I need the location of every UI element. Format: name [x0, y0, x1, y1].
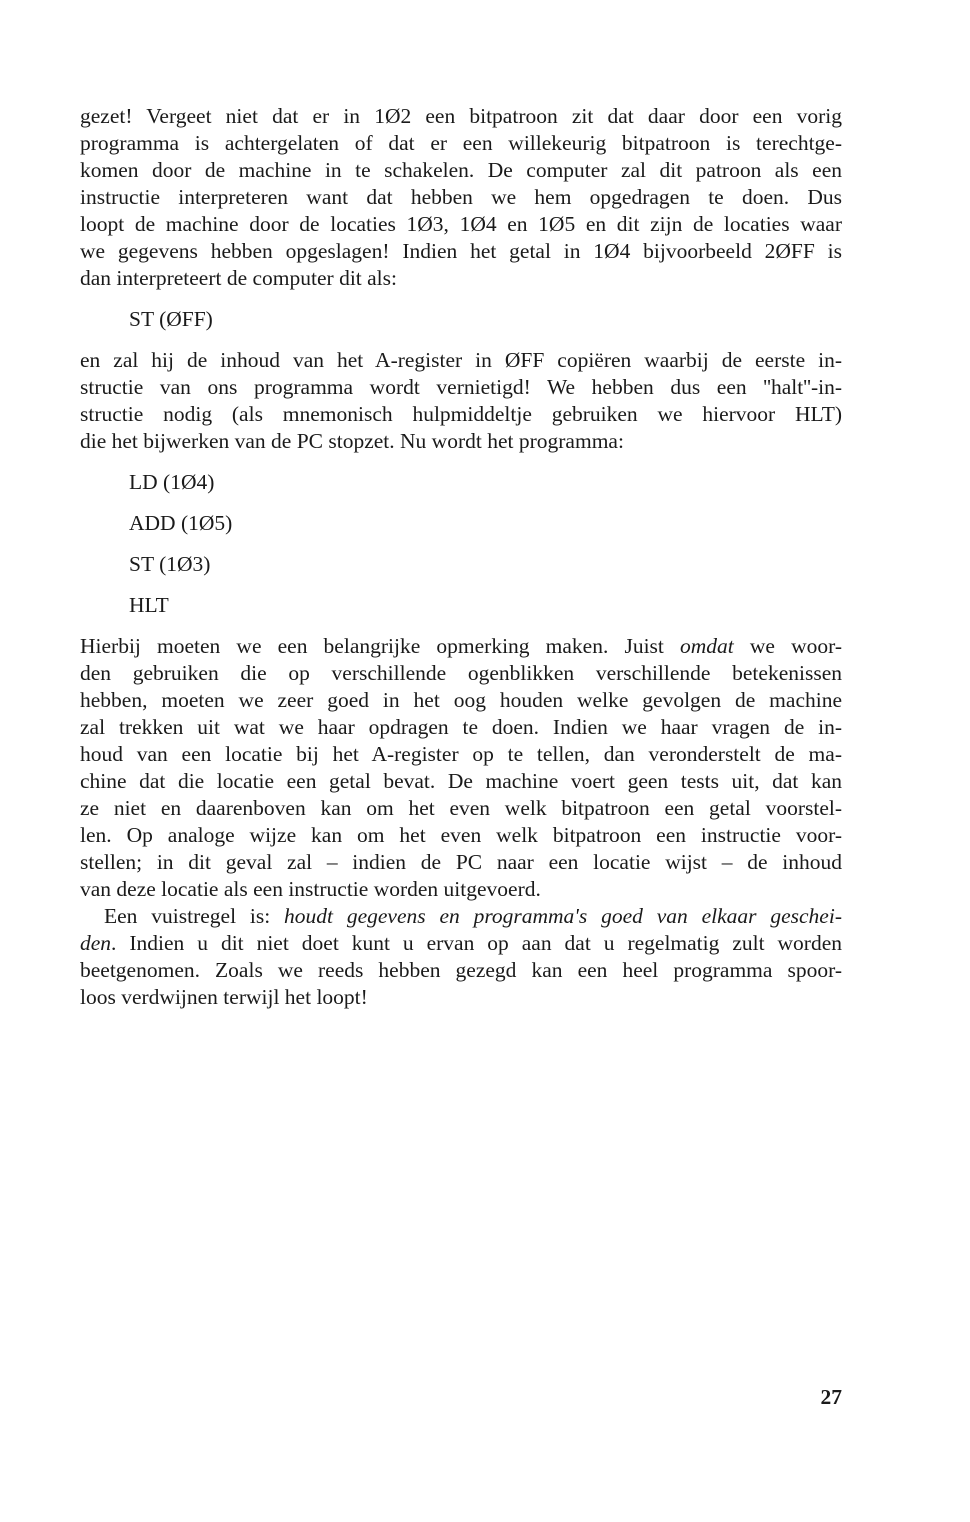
text-line: loos verdwijnen terwijl het loopt! — [80, 985, 368, 1009]
text-line: loopt de machine door de locaties 1Ø3, 1Ø4 en 1Ø5 en dit zijn de locaties waar — [80, 212, 842, 236]
text-line: die het bijwerken van de PC stopzet. Nu wordt het programma: — [80, 429, 624, 453]
text-line: houd van een locatie bij het A-register op te tellen, dan veronderstelt de ma- — [80, 742, 842, 766]
text-run: . Indien u dit niet doet kunt u ervan op aan dat u regelmatig zult worden — [111, 931, 842, 955]
text-line: ze niet en daarenboven kan om het even welk bitpatroon een getal voorstel- — [80, 796, 842, 820]
program-line: LD (1Ø4) — [129, 470, 215, 494]
text-line: structie van ons programma wordt vernietigd! We hebben dus een ''halt''-in- — [80, 375, 842, 399]
page-body — [80, 103, 842, 1011]
program-line: HLT — [129, 593, 169, 617]
text-line: komen door de machine in te schakelen. De computer zal dit patroon als een — [80, 158, 842, 182]
program-line: ADD (1Ø5) — [129, 511, 233, 535]
text-line — [80, 930, 842, 957]
program-listing — [80, 469, 842, 619]
paragraph-1 — [80, 103, 842, 292]
text-run: Een vuistregel is: — [104, 904, 285, 928]
emphasis: omdat — [680, 634, 734, 658]
text-line: structie nodig (als mnemonisch hulpmiddeltje gebruiken we hiervoor HLT) — [80, 402, 842, 426]
text-line: dan interpreteert de computer dit als: — [80, 266, 397, 290]
text-line — [80, 903, 842, 930]
text-line: zal trekken uit wat we haar opdragen te doen. Indien we haar vragen de in- — [80, 715, 842, 739]
paragraph-3 — [80, 633, 842, 903]
text-line: en zal hij de inhoud van het A-register in ØFF copiëren waarbij de eerste in- — [80, 348, 842, 372]
paragraph-2 — [80, 347, 842, 455]
text-line: beetgenomen. Zoals we reeds hebben gezegd kan een heel programma spoor- — [80, 958, 842, 982]
text-line: den gebruiken die op verschillende ogenblikken verschillende betekenissen — [80, 661, 842, 685]
emphasis: houdt gegevens en programma's goed van elkaar geschei- — [284, 904, 842, 928]
text-run: we woor- — [733, 634, 842, 658]
text-line: van deze locatie als een instructie worden uitgevoerd. — [80, 877, 541, 901]
text-line: we gegevens hebben opgeslagen! Indien het getal in 1Ø4 bijvoorbeeld 2ØFF is — [80, 239, 842, 263]
emphasis: den — [80, 931, 112, 955]
paragraph-4 — [80, 903, 842, 1011]
text-run: Hierbij moeten we een belangrijke opmerking maken. Juist — [80, 634, 681, 658]
text-line: gezet! Vergeet niet dat er in 1Ø2 een bitpatroon zit dat daar door een vorig — [80, 104, 842, 128]
page-number: 27 — [820, 1385, 842, 1409]
text-line: stellen; in dit geval zal – indien de PC naar een locatie wijst – de inhoud — [80, 850, 842, 874]
text-line: hebben, moeten we zeer goed in het oog houden welke gevolgen de machine — [80, 688, 842, 712]
text-line: programma is achtergelaten of dat er een willekeurig bitpatroon is terechtge- — [80, 131, 842, 155]
text-line: len. Op analoge wijze kan om het even welk bitpatroon een instructie voor- — [80, 823, 842, 847]
text-line: instructie interpreteren want dat hebben we hem opgedragen te doen. Dus — [80, 185, 842, 209]
code-line-st-off: ST (ØFF) — [129, 307, 213, 331]
program-line: ST (1Ø3) — [129, 552, 211, 576]
text-line: chine dat die locatie een getal bevat. De machine voert geen tests uit, dat kan — [80, 769, 842, 793]
text-line — [80, 633, 842, 660]
